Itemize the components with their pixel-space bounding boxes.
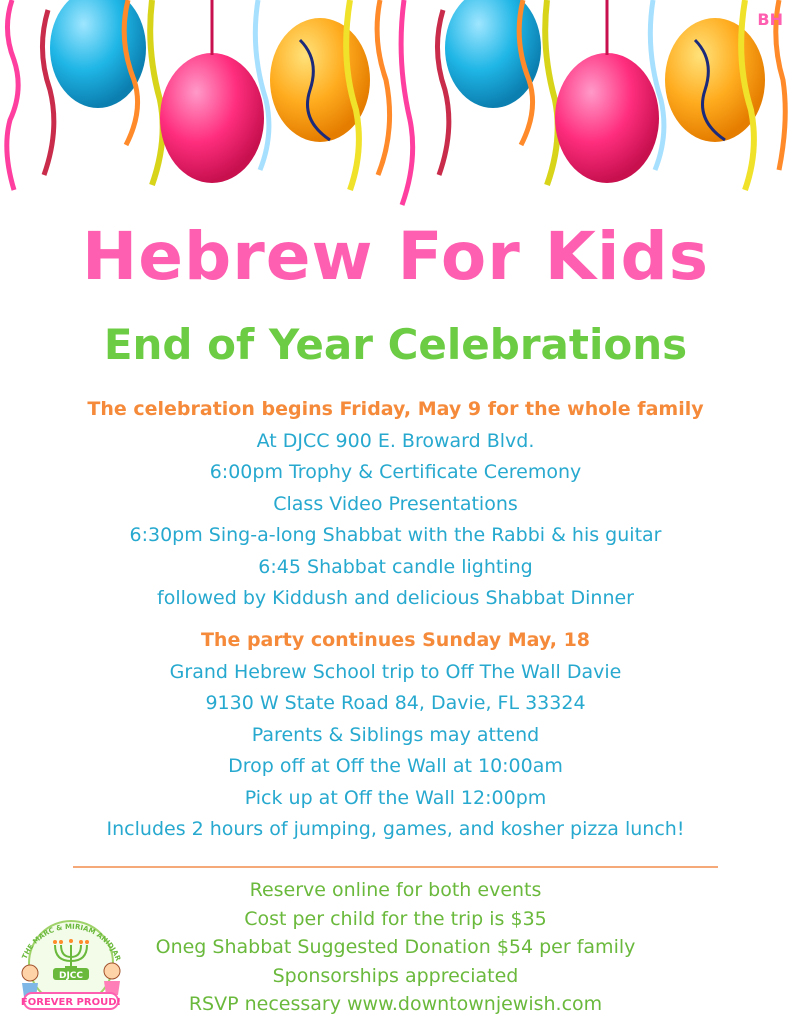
sunday-section <box>0 625 791 846</box>
sunday-line: Parents & Siblings may attend <box>251 723 540 746</box>
sunday-line: 9130 W State Road 84, Davie, FL 33324 <box>205 692 586 714</box>
section-divider <box>73 866 718 868</box>
friday-line: Class Video Presentations <box>273 492 518 515</box>
logo-arc-text: THE MARC & MIRIAM ANIDJAR <box>20 922 123 963</box>
blue-balloon <box>50 0 146 108</box>
footer-line: Cost per child for the trip is $35 <box>244 907 547 930</box>
friday-section <box>0 394 791 615</box>
friday-heading: The celebration begins Friday, May 9 for the whole family <box>87 398 704 420</box>
bh-mark: BH <box>757 10 783 29</box>
logo-name: DJCC <box>58 971 84 981</box>
friday-line: 6:30pm Sing-a-long Shabbat with the Rabbi & his guitar <box>129 524 662 546</box>
footer-line: Sponsorships appreciated <box>272 964 519 987</box>
logo-tagline: FOREVER PROUD! <box>20 997 122 1008</box>
sunday-line: Pick up at Off the Wall 12:00pm <box>244 786 547 809</box>
friday-line: followed by Kiddush and delicious Shabbat Dinner <box>157 587 634 609</box>
balloons-illustration <box>0 0 791 215</box>
sunday-heading: The party continues Sunday May, 18 <box>200 629 591 651</box>
friday-line: At DJCC 900 E. Broward Blvd. <box>256 429 535 452</box>
sunday-line: Drop off at Off the Wall at 10:00am <box>228 755 563 777</box>
page-subtitle: End of Year Celebrations <box>103 320 688 369</box>
balloon-group-left <box>7 0 413 205</box>
footer-line: RSVP necessary www.downtownjewish.com <box>188 993 603 1015</box>
balloon-group-right <box>437 0 785 190</box>
friday-line: 6:45 Shabbat candle lighting <box>258 555 533 578</box>
djcc-logo <box>10 905 132 1015</box>
friday-line: 6:00pm Trophy & Certificate Ceremony <box>209 461 582 483</box>
pink-balloon <box>160 53 264 183</box>
page-title: Hebrew For Kids <box>81 218 710 295</box>
footer-line: Reserve online for both events <box>249 879 542 901</box>
footer-line: Oneg Shabbat Suggested Donation $54 per family <box>155 936 636 958</box>
orange-balloon <box>270 18 370 142</box>
balloon-banner <box>0 0 791 215</box>
sunday-line: Includes 2 hours of jumping, games, and kosher pizza lunch! <box>106 818 685 840</box>
sunday-line: Grand Hebrew School trip to Off The Wall Davie <box>169 660 622 683</box>
